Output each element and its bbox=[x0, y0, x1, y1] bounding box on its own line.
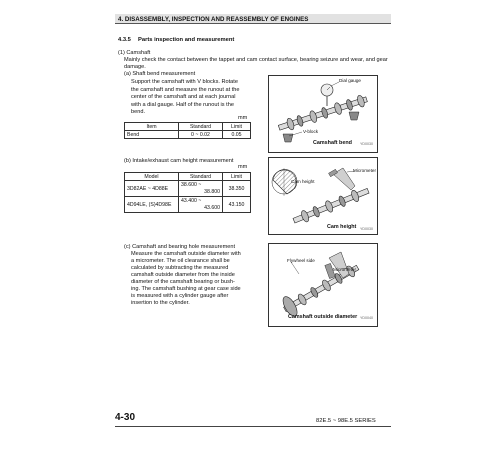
bend-line-5: bend. bbox=[131, 109, 145, 115]
label-micrometer: Micrometer bbox=[353, 168, 376, 173]
figure-code-cam: YD0030 bbox=[360, 227, 373, 231]
cam-row2-standard-min: 43.400 ~ bbox=[181, 198, 202, 204]
page-number: 4-30 bbox=[115, 412, 136, 423]
bend-th-standard: Standard bbox=[179, 123, 223, 131]
bend-cell-standard: 0 ~ 0.02 bbox=[179, 131, 223, 139]
hole-line-7: is measured with a cylinder gauge after bbox=[131, 293, 229, 299]
section-title: Parts inspection and measurement bbox=[138, 37, 235, 43]
caption-cam-height: Cam height bbox=[327, 224, 357, 230]
caption-outside-diameter: Camshaft outside diameter bbox=[288, 314, 358, 320]
hole-label: (c) Camshaft and bearing hole measurement bbox=[124, 244, 235, 250]
hole-line-4: camshaft outside diameter from the inside bbox=[131, 272, 235, 278]
cam-row1-standard-min: 38.600 ~ bbox=[181, 182, 202, 188]
bend-cell-limit: 0.05 bbox=[223, 131, 251, 139]
cam-row2-limit: 43.150 bbox=[223, 197, 251, 213]
label-dial-gauge: Dial gauge bbox=[339, 78, 361, 83]
bend-line-3: center of the camshaft and at each journal bbox=[131, 94, 236, 100]
hole-line-6: ing. The camshaft bushing at gear case side bbox=[131, 286, 241, 292]
bend-table bbox=[124, 122, 251, 139]
hole-line-5: diameter of the camshaft bearing or bush- bbox=[131, 279, 235, 285]
page-header-title: 4. DISASSEMBLY, INSPECTION AND REASSEMBLY OF ENGINES bbox=[118, 15, 309, 23]
cam-label: (b) Intake/exhaust cam height measurement bbox=[124, 158, 234, 164]
cam-row1-model: 3D82AE ~ 4D88E bbox=[125, 181, 179, 197]
bend-cell-item: Bend bbox=[125, 131, 179, 139]
label-v-block: V-block bbox=[303, 129, 319, 134]
footer-rule bbox=[115, 426, 391, 427]
figure-code-hole: YD0040 bbox=[360, 316, 373, 320]
hole-line-8: insertion to the cylinder. bbox=[131, 300, 190, 306]
hole-line-1: Measure the camshaft outside diameter with bbox=[131, 251, 241, 257]
footer-series: 82E.5 ~ 98E.5 SERIES bbox=[316, 418, 376, 424]
hole-line-3: calculated by subtracting the measured bbox=[131, 265, 229, 271]
cam-table bbox=[124, 172, 251, 213]
caption-camshaft-bend: Camshaft bend bbox=[313, 140, 352, 146]
figure-cam-height bbox=[268, 157, 378, 235]
bend-line-4: with a dial gauge. Half of the runout is the bbox=[131, 101, 234, 108]
label-flywheel-side: Flywheel side bbox=[287, 258, 315, 263]
section-number: 4.3.5 bbox=[118, 37, 131, 43]
label-cam-height: Cam height bbox=[291, 179, 315, 184]
cam-row1-standard-max: 38.800 bbox=[204, 188, 220, 195]
figure-code-bend: YD0030 bbox=[360, 142, 373, 146]
cam-row2-model: 4D94LE, (S)4D98E bbox=[125, 197, 179, 213]
label-micrometer-2: Micrometer bbox=[333, 267, 356, 272]
item-camshaft-label: (1) Camshaft bbox=[118, 50, 151, 56]
bend-th-limit: Limit bbox=[223, 123, 251, 131]
intro-line-2: damage. bbox=[124, 64, 146, 70]
cam-row2-standard bbox=[179, 197, 223, 213]
cam-th-standard: Standard bbox=[179, 173, 223, 181]
bend-unit: mm bbox=[238, 115, 248, 121]
cam-row1-standard bbox=[179, 181, 223, 197]
hole-line-2: a micrometer. The oil clearance shall be bbox=[131, 258, 230, 264]
cam-unit: mm bbox=[238, 164, 248, 170]
figure-camshaft-outside-diameter bbox=[268, 243, 378, 327]
figure-camshaft-bend bbox=[268, 75, 378, 153]
bend-line-1: Support the camshaft with V blocks. Rotate bbox=[131, 79, 238, 85]
bend-line-2: the camshaft and measure the runout at the bbox=[131, 86, 240, 93]
intro-line-1: Mainly check the contact between the tappet and cam contact surface, bearing seizure and wear, and gear bbox=[124, 57, 388, 63]
bend-th-item: Item bbox=[125, 123, 179, 131]
cam-row1-limit: 38.350 bbox=[223, 181, 251, 197]
bend-label: (a) Shaft bend measurement bbox=[124, 71, 196, 77]
cam-th-model: Model bbox=[125, 173, 179, 181]
cam-row2-standard-max: 43.600 bbox=[204, 204, 220, 211]
cam-th-limit: Limit bbox=[223, 173, 251, 181]
